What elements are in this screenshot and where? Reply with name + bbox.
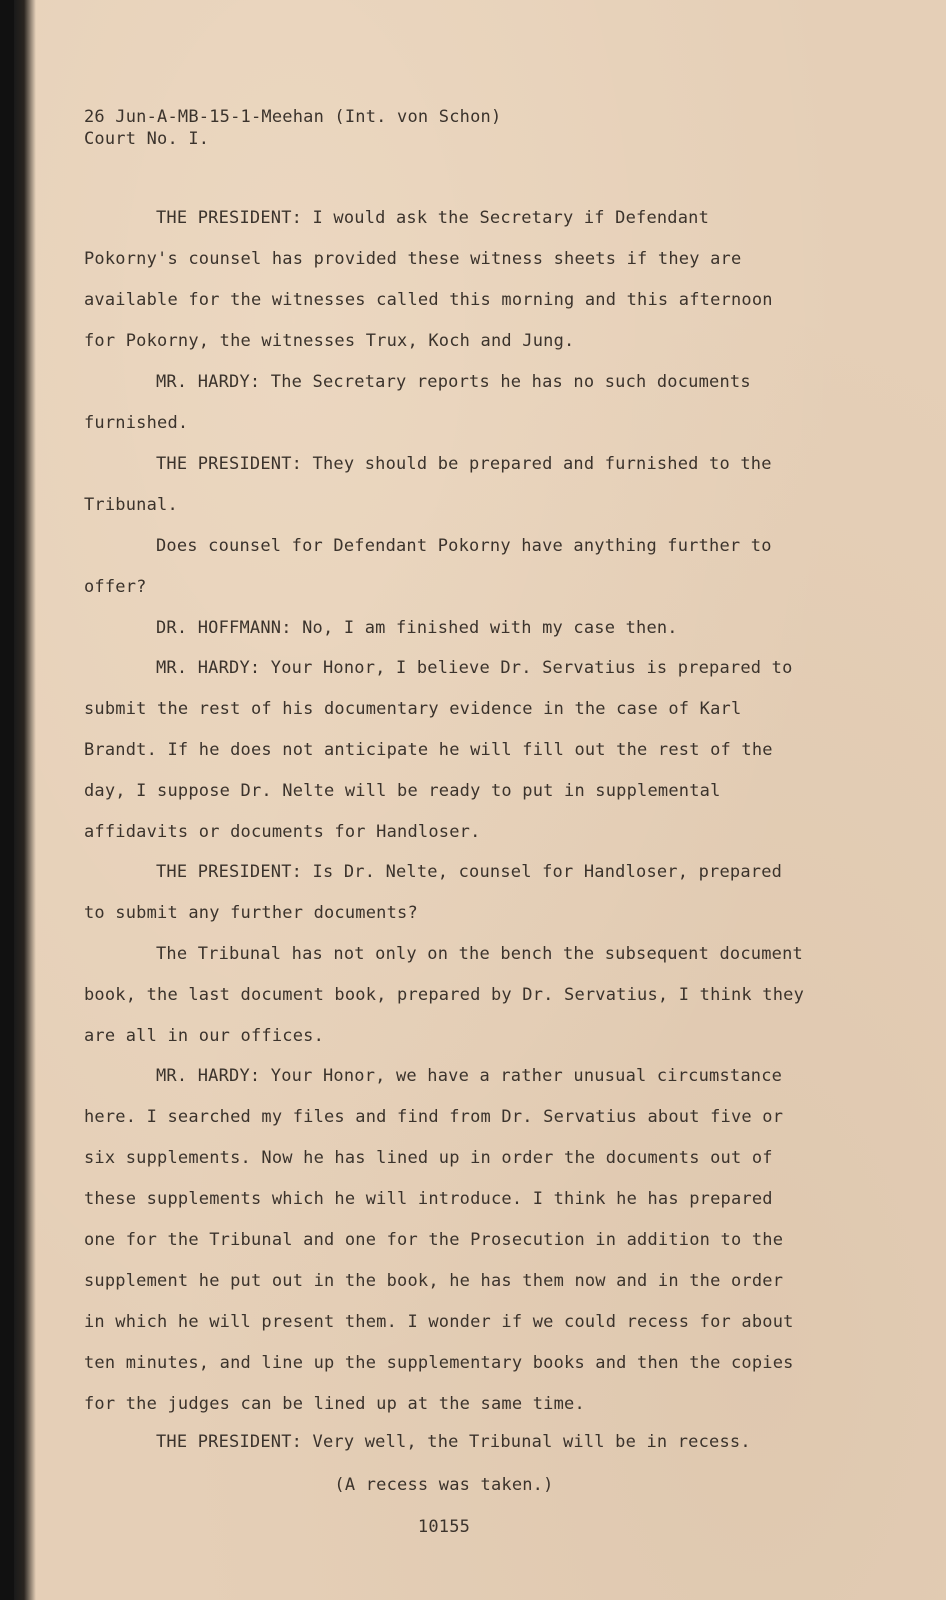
paragraph-text: MR. HARDY: Your Honor, we have a rather unusual circumstance here. I searched my files and find from Dr. Servatius about five or six supplements. Now he has lined up in order the documents out of these supplements which he will introduce. I think he has prepared one for the Tribunal and one for the Prosecution in addition to the supplement he put out in the book, he has them now and in the order in which he will present them. I wonder if we could recess for about ten minutes, and line up the supplementary books and then the copies for the judges can be lined up at the same time. [84,1066,794,1414]
paragraph-text: THE PRESIDENT: Very well, the Tribunal will be in recess. [156,1432,751,1452]
page-number: 10155 [417,1517,471,1537]
paragraph-text: THE PRESIDENT: I would ask the Secretary if Defendant Pokorny's counsel has provided these witness sheets if they are available for the witnesses called this morning and this afternoon for Pokorny, the witnesses Trux, Koch and Jung. [84,208,773,351]
paragraph [84,362,804,444]
paragraph [84,526,804,608]
paragraph [84,1056,804,1425]
paragraph [84,648,804,853]
paragraph [84,934,804,1057]
paragraph [84,852,804,934]
paragraph-text: THE PRESIDENT: Is Dr. Nelte, counsel for Handloser, prepared to submit any further documents? [84,862,783,923]
paragraph [84,444,804,526]
torn-left-edge [14,0,36,1600]
paragraph-text: Does counsel for Defendant Pokorny have anything further to offer? [84,536,772,597]
recess-note: (A recess was taken.) [334,1475,554,1495]
paragraph-text: DR. HOFFMANN: No, I am finished with my case then. [156,618,678,638]
header-court: Court No. I. [84,129,210,149]
paragraph [84,198,804,362]
paragraph [84,1422,804,1463]
paragraph-text: THE PRESIDENT: They should be prepared and furnished to the Tribunal. [84,454,772,515]
paragraph-text: The Tribunal has not only on the bench the subsequent document book, the last document book, prepared by Dr. Servatius, I think they are all in our offices. [84,944,805,1046]
paragraph [84,608,804,649]
paragraph-text: MR. HARDY: The Secretary reports he has no such documents furnished. [84,372,751,433]
document-page [14,0,946,1600]
header-reference: 26 Jun-A-MB-15-1-Meehan (Int. von Schon) [84,107,502,127]
paragraph-text: MR. HARDY: Your Honor, I believe Dr. Servatius is prepared to submit the rest of his documentary evidence in the case of Karl Brandt. If he does not anticipate he will fill out the rest of the day, I suppose Dr. Nelte will be ready to put in supplemental affidavits or documents for Handloser. [84,658,793,842]
